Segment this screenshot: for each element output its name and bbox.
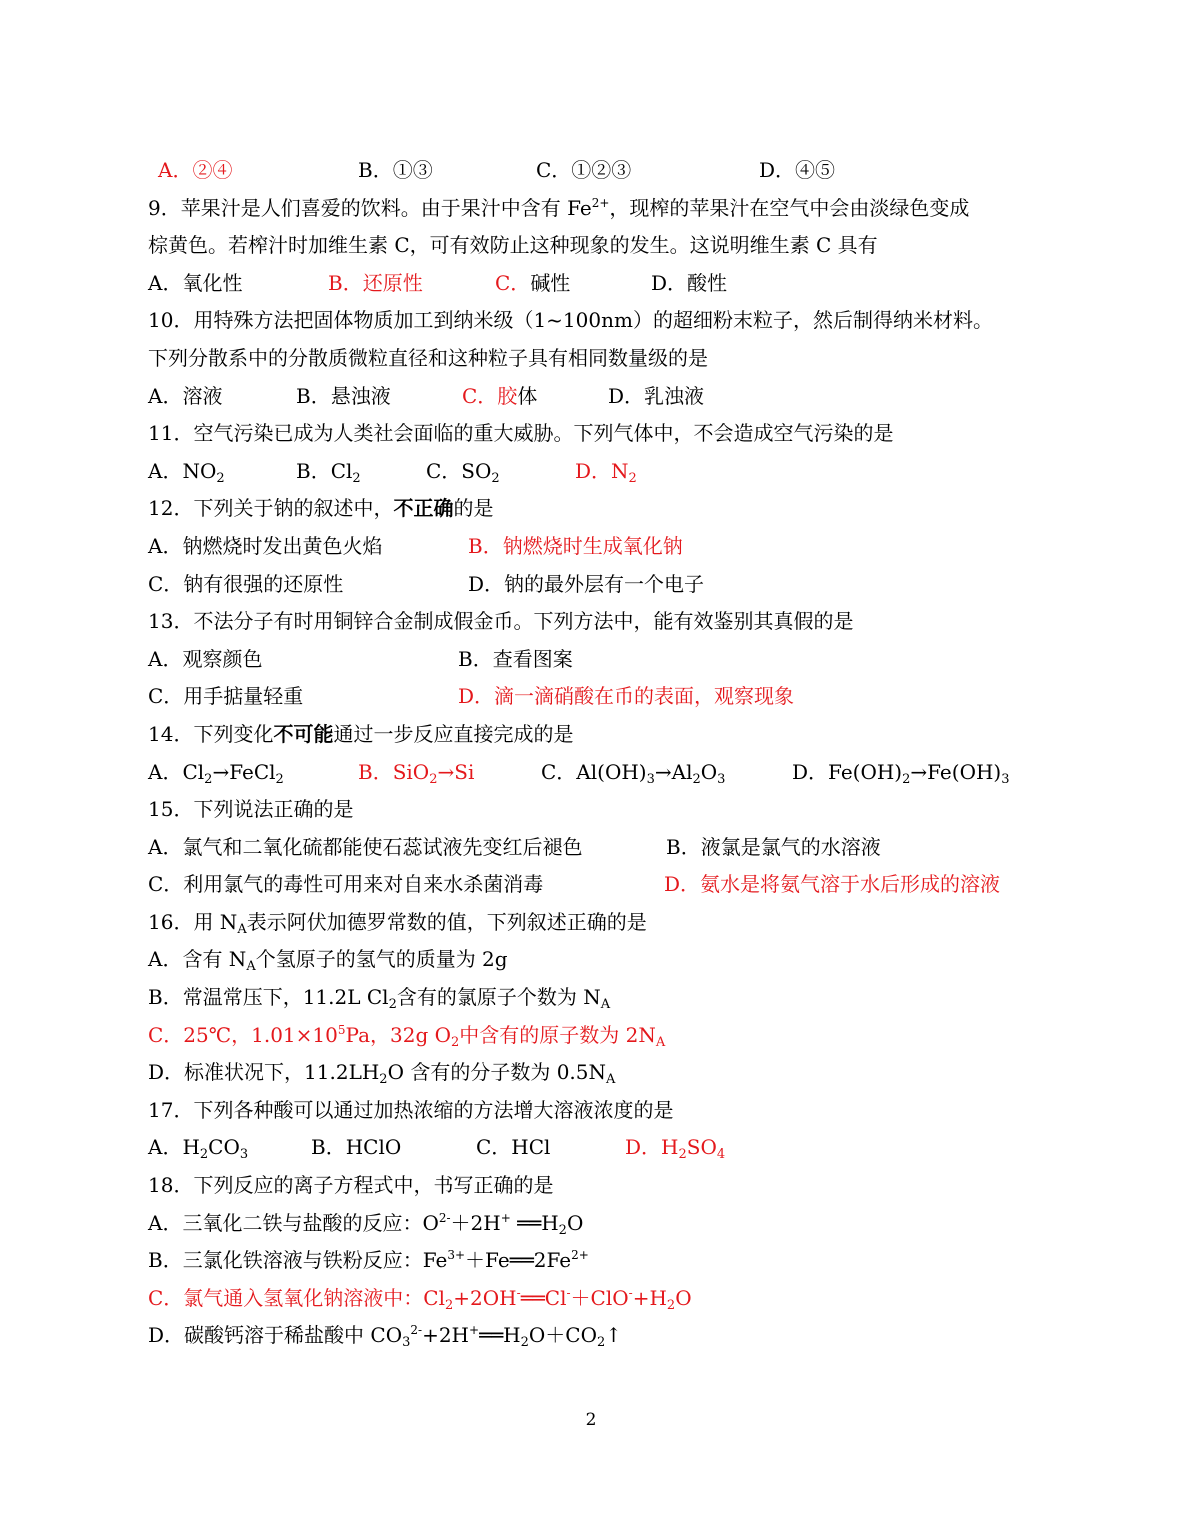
q15-option-a: A．氯气和二氧化硫都能使石蕊试液先变红后褪色 — [148, 834, 583, 859]
q16-option-b — [148, 979, 1048, 1017]
option-text: 个氢原子的氢气的质量为 2g — [255, 947, 508, 972]
q9-option-c — [495, 265, 570, 303]
q17-option-d — [625, 1129, 725, 1167]
option-text: O — [566, 1210, 584, 1235]
q15-options-row1 — [148, 829, 1048, 867]
q10-option-d: D．乳浊液 — [608, 383, 705, 408]
q10-option-c — [462, 378, 537, 416]
q14-option-b — [358, 754, 474, 792]
q16-stem-text: 16．用 N — [148, 909, 238, 934]
q12-stem-emphasis: 不正确 — [393, 496, 454, 521]
subscript: 3 — [646, 771, 655, 787]
option-text: A．三氧化二铁与盐酸的反应：O — [148, 1210, 439, 1235]
formula-text: O — [700, 759, 718, 784]
formula-text: D．H — [625, 1135, 679, 1160]
subscript: 3 — [717, 771, 726, 787]
q9-option-c-text: 碱性 — [530, 270, 571, 295]
q18-stem: 18．下列反应的离子方程式中，书写正确的是 — [148, 1173, 554, 1198]
option-text: ══H — [479, 1323, 521, 1348]
q17-option-b: B．HClO — [311, 1135, 402, 1160]
subscript: A — [246, 959, 256, 975]
q12-options-row1 — [148, 528, 1048, 566]
q9-option-d: D．酸性 — [651, 270, 728, 295]
superscript: 2- — [438, 1210, 451, 1225]
q12-option-c: C．钠有很强的还原性 — [148, 571, 344, 596]
q18-option-a — [148, 1205, 1048, 1243]
q14-option-a — [148, 754, 284, 792]
superscript: 2- — [410, 1323, 423, 1338]
q12-option-b: B．钠燃烧时生成氧化钠 — [468, 533, 683, 558]
subscript: 2 — [491, 470, 500, 486]
q13-option-c: C．用手掂量轻重 — [148, 684, 304, 709]
superscript: 3+ — [447, 1248, 466, 1263]
q15-option-c: C．利用氯气的毒性可用来对自来水杀菌消毒 — [148, 872, 544, 897]
option-text: ↑ — [605, 1323, 623, 1348]
formula-text: C．SO — [426, 458, 492, 483]
formula-text: SO — [686, 1135, 717, 1160]
q14-option-d — [792, 754, 1010, 792]
q8-option-c: C．①②③ — [536, 158, 632, 182]
formula-text: C．Al(OH) — [541, 759, 647, 784]
formula-text: A．NO — [148, 458, 217, 483]
subscript: 2 — [352, 470, 361, 486]
q13-option-a: A．观察颜色 — [148, 646, 263, 671]
q8-option-a: A．②④ — [158, 158, 233, 182]
q12-option-d: D．钠的最外层有一个电子 — [468, 571, 705, 596]
q9-stem-line1 — [148, 190, 1048, 228]
subscript: 3 — [402, 1335, 411, 1351]
q15-stem: 15．下列说法正确的是 — [148, 797, 354, 822]
q9-option-c-letter: C． — [495, 270, 531, 295]
q12-option-a: A．钠燃烧时发出黄色火焰 — [148, 533, 383, 558]
q12-options-row2 — [148, 566, 1048, 604]
q11-option-a — [148, 453, 225, 491]
q10-stem-line1: 10．用特殊方法把固体物质加工到纳米级（1~100nm）的超细粉末粒子，然后制得纳米材料。 — [148, 308, 993, 333]
q14-stem-emphasis: 不可能 — [273, 721, 334, 746]
subscript: 2 — [379, 1072, 388, 1088]
option-text: ＋Fe══2Fe — [465, 1248, 572, 1273]
q18-option-c — [148, 1280, 1048, 1318]
q15-option-b: B．液氯是氯气的水溶液 — [666, 834, 881, 859]
option-text: 含有的氯原子个数为 N — [396, 985, 601, 1010]
q11-options — [148, 453, 1048, 491]
subscript: A — [606, 1072, 616, 1088]
subscript: 2 — [204, 771, 213, 787]
q13-stem: 13．不法分子有时用铜锌合金制成假金币。下列方法中，能有效鉴别其真假的是 — [148, 609, 854, 634]
subscript: 2 — [429, 771, 438, 787]
subscript: 3 — [1001, 771, 1010, 787]
q13-option-d: D．滴一滴硝酸在币的表面，观察现象 — [458, 684, 795, 709]
superscript: + — [469, 1323, 480, 1338]
option-text: ══H — [510, 1210, 559, 1235]
option-text: A．含有 N — [148, 947, 247, 972]
option-text: D．碳酸钙溶于稀盐酸中 CO — [148, 1323, 403, 1348]
q16-stem — [148, 904, 1048, 942]
q18-option-d — [148, 1317, 1048, 1355]
formula-text: →Fe(OH) — [910, 759, 1002, 784]
formula-text: →Si — [437, 759, 475, 784]
formula-text: B．SiO — [358, 759, 430, 784]
subscript: 2 — [199, 1147, 209, 1163]
q17-option-c: C．HCl — [476, 1135, 551, 1160]
q9-stem-text: ，现榨的苹果汁在空气中会由淡绿色变成 — [609, 195, 970, 220]
option-text: ══Cl — [520, 1285, 567, 1310]
q9-stem-line2: 棕黄色。若榨汁时加维生素 C，可有效防止这种现象的发生。这说明维生素 C 具有 — [148, 233, 878, 258]
q14-stem-text: 通过一步反应直接完成的是 — [333, 721, 574, 746]
subscript: 2 — [558, 1222, 567, 1238]
option-text: 中含有的原子数为 2N — [459, 1022, 656, 1047]
subscript: 2 — [445, 1297, 454, 1313]
q13-options-row1 — [148, 641, 1048, 679]
q14-stem-text: 14．下列变化 — [148, 721, 274, 746]
fe-charge: 2+ — [591, 195, 610, 210]
q10-option-b: B．悬浊液 — [296, 383, 391, 408]
question-list — [148, 152, 1048, 1355]
superscript: - — [516, 1285, 521, 1300]
option-text: +2H — [422, 1323, 470, 1348]
q8-option-b: B．①③ — [358, 158, 433, 182]
q12-stem-text: 12．下列关于钠的叙述中， — [148, 496, 394, 521]
q16-option-c — [148, 1017, 1048, 1055]
option-text: ＋ClO — [570, 1285, 629, 1310]
formula-text: B．Cl — [296, 458, 353, 483]
q15-options-row2 — [148, 866, 1048, 904]
option-text: O — [675, 1285, 692, 1310]
q16-option-a — [148, 941, 1048, 979]
formula-text: →Al — [654, 759, 693, 784]
superscript: 5 — [337, 1022, 346, 1037]
q10-options — [148, 378, 1048, 416]
subscript: 3 — [239, 1147, 249, 1163]
q16-option-d — [148, 1054, 1048, 1092]
subscript: 2 — [520, 1335, 529, 1351]
q17-option-a — [148, 1129, 248, 1167]
superscript: - — [566, 1285, 571, 1300]
q11-option-d — [575, 453, 637, 491]
subscript: 2 — [692, 771, 701, 787]
subscript: 2 — [902, 771, 911, 787]
option-text: +H — [632, 1285, 667, 1310]
q13-options-row2 — [148, 678, 1048, 716]
q10-option-c-tail: 体 — [517, 383, 538, 408]
subscript: 2 — [666, 1297, 676, 1313]
q17-stem: 17．下列各种酸可以通过加热浓缩的方法增大溶液浓度的是 — [148, 1097, 674, 1122]
page-number: 2 — [585, 1410, 597, 1430]
option-text: C．氯气通入氢氧化钠溶液中：Cl — [148, 1285, 446, 1310]
q11-option-c — [426, 453, 500, 491]
q10-option-a: A．溶液 — [148, 383, 223, 408]
subscript: 2 — [678, 1147, 687, 1163]
formula-text: D．N — [575, 458, 629, 483]
q16-stem-text: 表示阿伏加德罗常数的值，下列叙述正确的是 — [246, 909, 647, 934]
subscript: 2 — [216, 470, 225, 486]
option-text: +2OH — [453, 1285, 517, 1310]
q9-option-a: A．氧化性 — [148, 270, 243, 295]
q18-option-b — [148, 1242, 1048, 1280]
q14-stem — [148, 716, 1048, 754]
formula-text: A．H — [148, 1135, 200, 1160]
subscript: 4 — [716, 1147, 726, 1163]
option-text: C．25℃，1.01×10 — [148, 1022, 338, 1047]
q10-option-c-red: C．胶 — [462, 383, 518, 408]
q12-stem — [148, 490, 1048, 528]
q12-stem-text: 的是 — [453, 496, 494, 521]
formula-text: D．Fe(OH) — [792, 759, 903, 784]
q8-options — [148, 152, 1048, 190]
superscript: + — [500, 1210, 511, 1225]
q14-option-c — [541, 754, 725, 792]
q13-option-b: B．查看图案 — [458, 646, 573, 671]
q17-options — [148, 1129, 1048, 1167]
superscript: - — [628, 1285, 633, 1300]
subscript: 2 — [451, 1034, 460, 1050]
subscript: A — [600, 997, 611, 1013]
option-text: D．标准状况下，11.2LH — [148, 1060, 380, 1085]
q10-stem-line2: 下列分散系中的分散质微粒直径和这种粒子具有相同数量级的是 — [148, 345, 708, 370]
q11-stem: 11．空气污染已成为人类社会面临的重大威胁。下列气体中，不会造成空气污染的是 — [148, 421, 894, 446]
superscript: 2+ — [571, 1248, 589, 1263]
option-text: ＋2H — [450, 1210, 501, 1235]
subscript: 2 — [388, 997, 397, 1013]
subscript: 2 — [275, 771, 284, 787]
subscript: 2 — [597, 1335, 606, 1351]
formula-text: A．Cl — [148, 759, 205, 784]
option-text: O＋CO — [528, 1323, 597, 1348]
option-text: O 含有的分子数为 0.5N — [387, 1060, 606, 1085]
formula-text: CO — [208, 1135, 240, 1160]
q9-options — [148, 265, 1048, 303]
option-text: Pa，32g O — [345, 1022, 452, 1047]
q14-options — [148, 754, 1048, 792]
q9-option-b: B．还原性 — [328, 270, 423, 295]
subscript: A — [237, 921, 247, 937]
subscript: A — [655, 1034, 666, 1050]
option-text: B．三氯化铁溶液与铁粉反应：Fe — [148, 1248, 448, 1273]
q8-option-d: D．④⑤ — [759, 158, 836, 182]
option-text: B．常温常压下，11.2L Cl — [148, 985, 389, 1010]
q9-stem-text: 9．苹果汁是人们喜爱的饮料。由于果汁中含有 Fe — [148, 195, 592, 220]
q15-option-d: D．氨水是将氨气溶于水后形成的溶液 — [664, 872, 1001, 897]
subscript: 2 — [628, 470, 637, 486]
formula-text: →FeCl — [212, 759, 276, 784]
q11-option-b — [296, 453, 361, 491]
